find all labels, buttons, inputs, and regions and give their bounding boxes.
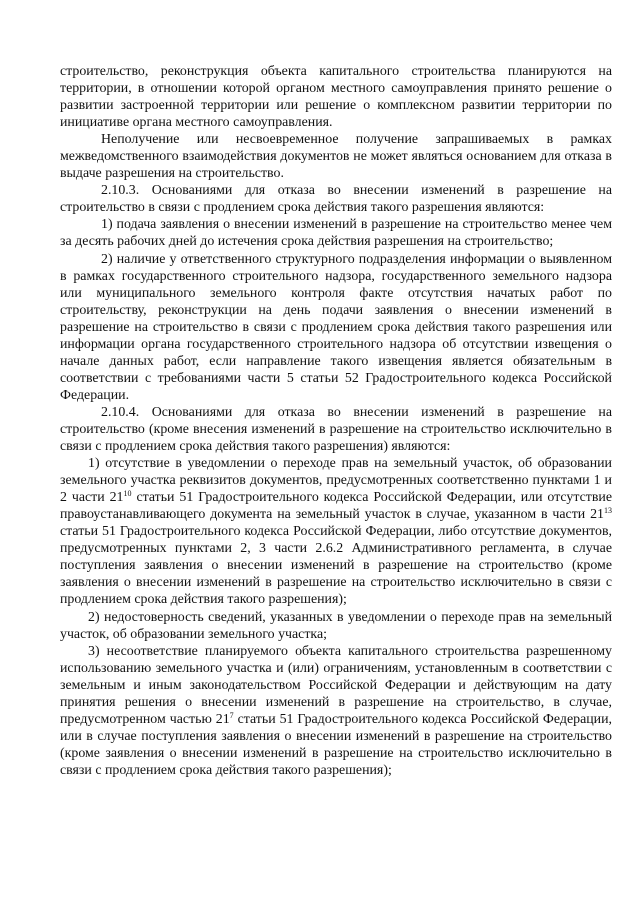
list-item-2-10-4-1 [60,455,612,608]
paragraph-continuation: строительство, реконструкция объекта капитального строительства планируются на территории, в отношении которой органом местного самоуправления принято решение о развитии застроенной территории или решение о комплексном развитии территории по инициативе органа местного самоуправления. [60,64,612,131]
list-item-2-10-4-3 [60,643,612,779]
list-item-2-10-3-2: 2) наличие у ответственного структурного подразделения информации о выявленном в рамках государственного строительного надзора, государственного земельного надзора или муниципального земельного контроля факте отсутствия начатых работ по строительству, реконструкции на день подачи заявления о внесении изменений в разрешение на строительство в связи с продлением срока действия такого разрешения или информации органа государственного строительного надзора об отсутствии извещения о начале данных работ, если направление такого извещения является обязательным в соответствии с требованиями части 5 статьи 52 Градостроительного кодекса Российской Федерации. [60,251,612,403]
superscript-10: 10 [123,489,132,499]
list-item-2-10-4-3-text-a: 3) несоответствие планируемого объекта капитального строительства разрешенному использованию земельного участка и (или) ограничениям, установленным в соответствии с земельным и иным законодательством Российской Федерации и действующим на дату принятия решения о внесении изменений в разрешение на строительство, в случае, предусмотренном частью 21 [60,643,612,727]
list-item-2-10-4-2: 2) недостоверность сведений, указанных в уведомлении о переходе прав на земельный участок, об образовании земельного участка; [60,609,612,642]
superscript-13: 13 [604,506,612,516]
list-item-2-10-3-1: 1) подача заявления о внесении изменений в разрешение на строительство менее чем за десять рабочих дней до истечения срока действия разрешения на строительство; [60,217,612,250]
paragraph-interagency-note: Неполучение или несвоевременное получение запрашиваемых в рамках межведомственного взаимодействия документов не может являться основанием для отказа в выдаче разрешения на строительство. [60,132,612,182]
list-item-2-10-4-1-text-c: статьи 51 Градостроительного кодекса Российской Федерации, либо отсутствие документов, предусмотренных пунктами 2, 3 части 2.6.2 Административного регламента, в случае поступления заявления о внесении изменений в разрешение на строительство (кроме заявления о внесении изменений в разрешение на строительство исключительно в связи с продлением срока действия такого разрешения); [60,524,612,608]
paragraph-2-10-4-heading: 2.10.4. Основаниями для отказа во внесении изменений в разрешение на строительство (кроме внесения изменений в разрешение на строительство исключительно в связи с продлением срока действия такого разрешения) являются: [60,404,612,455]
list-item-2-10-4-3-text-b: статьи 51 Градостроительного кодекса Российской Федерации, или в случае поступления заявления о внесении изменений в разрешение на строительство (кроме заявления о внесении изменений в разрешение на строительство исключительно в связи с продлением срока действия такого разрешения); [60,711,613,778]
document-page [60,63,612,779]
paragraph-2-10-3-heading: 2.10.3. Основаниями для отказа во внесении изменений в разрешение на строительство в связи с продлением срока действия такого разрешения являются: [60,183,612,216]
list-item-2-10-4-1-text-b: статьи 51 Градостроительного кодекса Российской Федерации, или отсутствие правоустанавливающего документа на земельный участок в случае, указанном в части 21 [60,490,612,523]
superscript-7: 7 [229,710,234,720]
list-item-2-10-4-1-text-a: 1) отсутствие в уведомлении о переходе прав на земельный участок, об образовании земельного участка реквизитов документов, предусмотренных соответственно пунктами 1 и 2 части 21 [60,456,612,506]
